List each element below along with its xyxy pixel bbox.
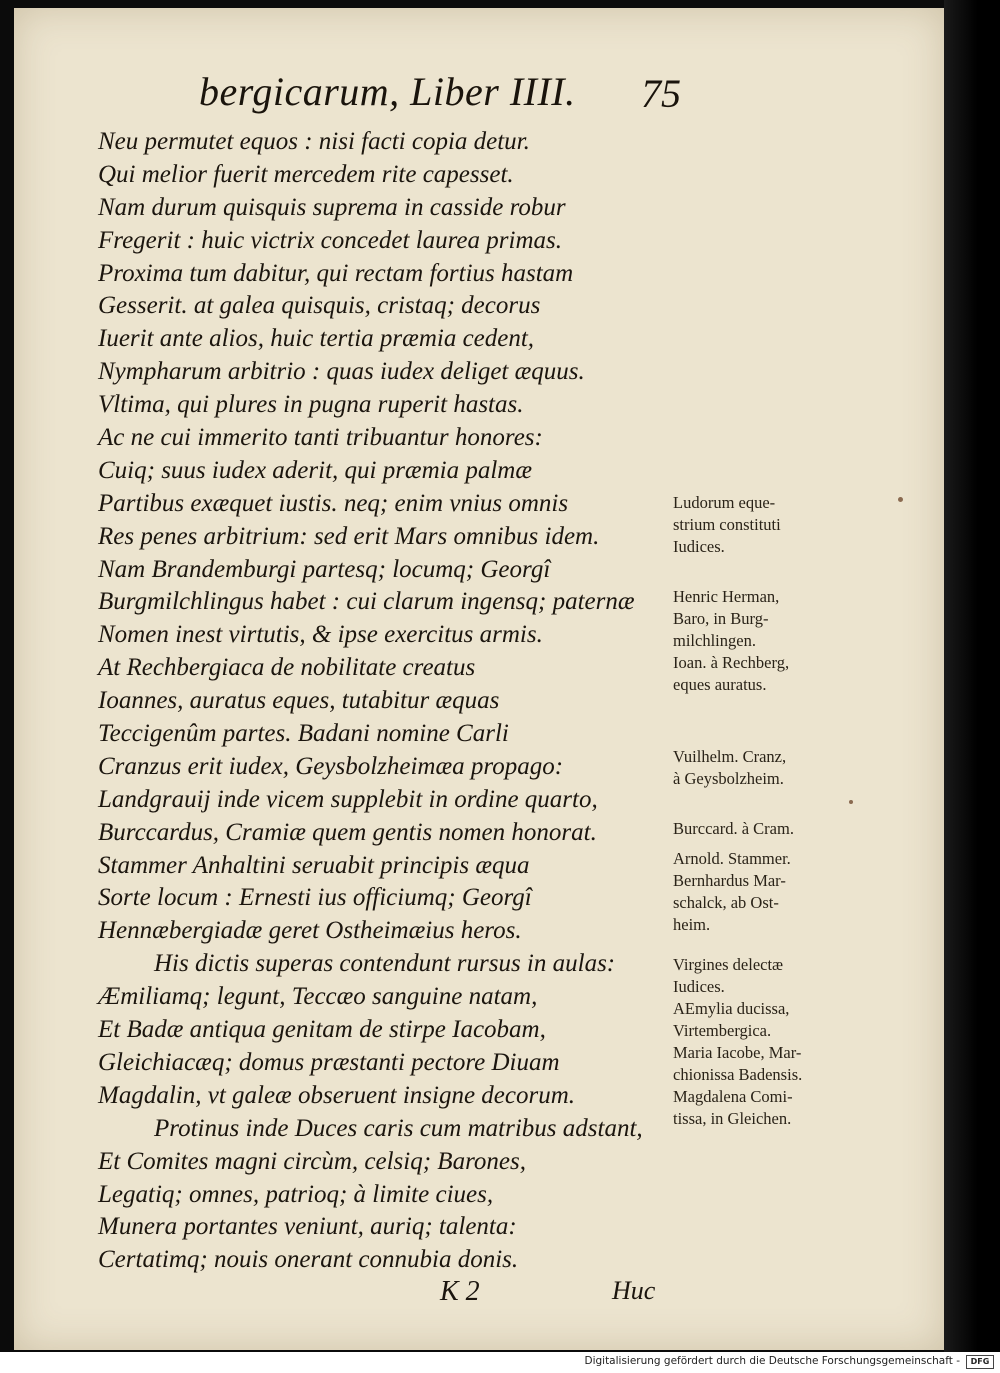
verse-line: Nam durum quisquis suprema in casside robur <box>98 193 566 221</box>
verse-line: Protinus inde Duces caris cum matribus adstant, <box>154 1114 643 1142</box>
verse-line: Stammer Anhaltini seruabit principis æqua <box>98 851 530 879</box>
verse-line: Gesserit. at galea quisquis, cristaq; decorus <box>98 292 541 320</box>
verse-line: Gleichiacæq; domus præstanti pectore Diuam <box>98 1048 560 1076</box>
verse-line: Munera portantes veniunt, auriq; talenta: <box>98 1213 517 1241</box>
margin-note <box>673 998 853 1042</box>
verse-line: Nympharum arbitrio : quas iudex deliget æquus. <box>98 358 585 386</box>
verse-line: Et Badæ antiqua genitam de stirpe Iacobam, <box>98 1016 546 1044</box>
verse-line: Ioannes, auratus eques, tutabitur æquas <box>98 687 500 715</box>
verse-line: Teccigenûm partes. Badani nomine Carli <box>98 720 509 748</box>
margin-note-line: AEmylia ducissa, <box>673 999 790 1018</box>
verse-line: Nam Brandemburgi partesq; locumq; Georgî <box>98 555 551 583</box>
margin-note <box>673 1086 853 1130</box>
verse-line: Qui melior fuerit mercedem rite capesset. <box>98 160 514 188</box>
verse-line: Certatimq; nouis onerant connubia donis. <box>98 1246 519 1274</box>
margin-note-line: Vuilhelm. Cranz, <box>673 747 787 766</box>
verse-line: Cranzus erit iudex, Geysbolzheimæa propago: <box>98 752 564 780</box>
running-title: bergicarum, Liber IIII. <box>199 69 576 114</box>
verse-line: Iuerit ante alios, huic tertia præmia cedent, <box>98 325 535 353</box>
margin-note-line: Bernhardus Mar- <box>673 871 786 890</box>
verse-line: Nomen inest virtutis, & ipse exercitus armis. <box>98 621 543 649</box>
margin-note-line: Baro, in Burg- <box>673 609 769 629</box>
margin-note-line: Henric Herman, <box>673 587 780 606</box>
margin-note-line: Ioan. à Rechberg, <box>673 653 790 672</box>
verse-line: Burccardus, Cramiæ quem gentis nomen honorat. <box>98 818 597 846</box>
verse-line: Sorte locum : Ernesti ius officiumq; Georgî <box>98 884 532 912</box>
margin-note-line: milchlingen. <box>673 631 756 651</box>
page-edge-shadow <box>944 0 1000 1352</box>
verse-block <box>98 126 678 1277</box>
page-number: 75 <box>641 71 681 116</box>
margin-note-line: chionissa Badensis. <box>673 1065 803 1085</box>
page-header <box>185 60 705 120</box>
margin-note-line: schalck, ab Ost- <box>673 893 779 913</box>
verse-line: Et Comites magni circùm, celsiq; Barones, <box>98 1147 526 1175</box>
verse-line: Cuiq; suus iudex aderit, qui præmia palmæ <box>98 456 533 484</box>
funding-credit: Digitalisierung gefördert durch die Deutsche Forschungsgemeinschaft - <box>584 1355 960 1367</box>
margin-note-line: Iudices. <box>673 977 725 997</box>
margin-note <box>673 818 853 840</box>
margin-note <box>673 492 853 559</box>
paper-stain <box>849 800 853 804</box>
margin-note-line: Iudices. <box>673 537 725 557</box>
margin-note-line: Ludorum eque- <box>673 493 776 512</box>
verse-line: Æmiliamq; legunt, Teccæo sanguine natam, <box>98 983 538 1011</box>
verse-line: Hennæbergiadæ geret Ostheimæius heros. <box>98 917 522 945</box>
margin-note <box>673 1042 853 1086</box>
verse-line: Magdalin, vt galeæ obseruent insigne decorum. <box>98 1081 576 1109</box>
margin-note-line: à Geysbolzheim. <box>673 769 784 789</box>
credit-bar <box>0 1352 1000 1373</box>
verse-line: Proxima tum dabitur, qui rectam fortius hastam <box>98 259 574 287</box>
verse-line: Res penes arbitrium: sed erit Mars omnibus idem. <box>98 522 600 550</box>
margin-note-line: Maria Iacobe, Mar- <box>673 1043 802 1062</box>
signature-mark: K 2 <box>440 1276 480 1307</box>
margin-note <box>673 746 853 790</box>
paper-stain <box>898 497 903 502</box>
dfg-logo: DFG <box>966 1355 994 1369</box>
margin-note-line: Virgines delectæ <box>673 955 784 974</box>
verse-line: Fregerit : huic victrix concedet laurea primas. <box>98 226 562 254</box>
margin-note-line: eques auratus. <box>673 675 767 695</box>
margin-note <box>673 954 853 998</box>
verse-line: At Rechbergiaca de nobilitate creatus <box>98 654 476 682</box>
margin-note <box>673 848 853 870</box>
margin-note-line: Virtembergica. <box>673 1021 772 1041</box>
verse-line: Vltima, qui plures in pugna ruperit hastas. <box>98 391 524 419</box>
margin-note-line: Burccard. à Cram. <box>673 819 794 838</box>
margin-note <box>673 652 853 696</box>
margin-note-line: Arnold. Stammer. <box>673 849 791 868</box>
page-footer <box>430 1276 690 1316</box>
catchword: Huc <box>612 1276 656 1305</box>
verse-line: Neu permutet equos : nisi facti copia detur. <box>98 128 530 155</box>
margin-note-line: Magdalena Comi- <box>673 1087 793 1106</box>
margin-note <box>673 586 853 653</box>
margin-note-line: heim. <box>673 915 711 935</box>
verse-line: Ac ne cui immerito tanti tribuantur honores: <box>98 424 543 452</box>
margin-note <box>673 870 853 937</box>
verse-line: Burgmilchlingus habet : cui clarum ingensq; paternæ <box>98 588 635 616</box>
verse-line: Legatiq; omnes, patrioq; à limite ciues, <box>98 1180 494 1208</box>
verse-line: Landgrauij inde vicem supplebit in ordine quarto, <box>98 785 598 813</box>
margin-note-line: tissa, in Gleichen. <box>673 1109 792 1129</box>
margin-note-line: strium constituti <box>673 515 781 535</box>
verse-line: Partibus exæquet iustis. neq; enim vnius omnis <box>98 489 569 517</box>
verse-line: His dictis superas contendunt rursus in aulas: <box>154 950 616 978</box>
